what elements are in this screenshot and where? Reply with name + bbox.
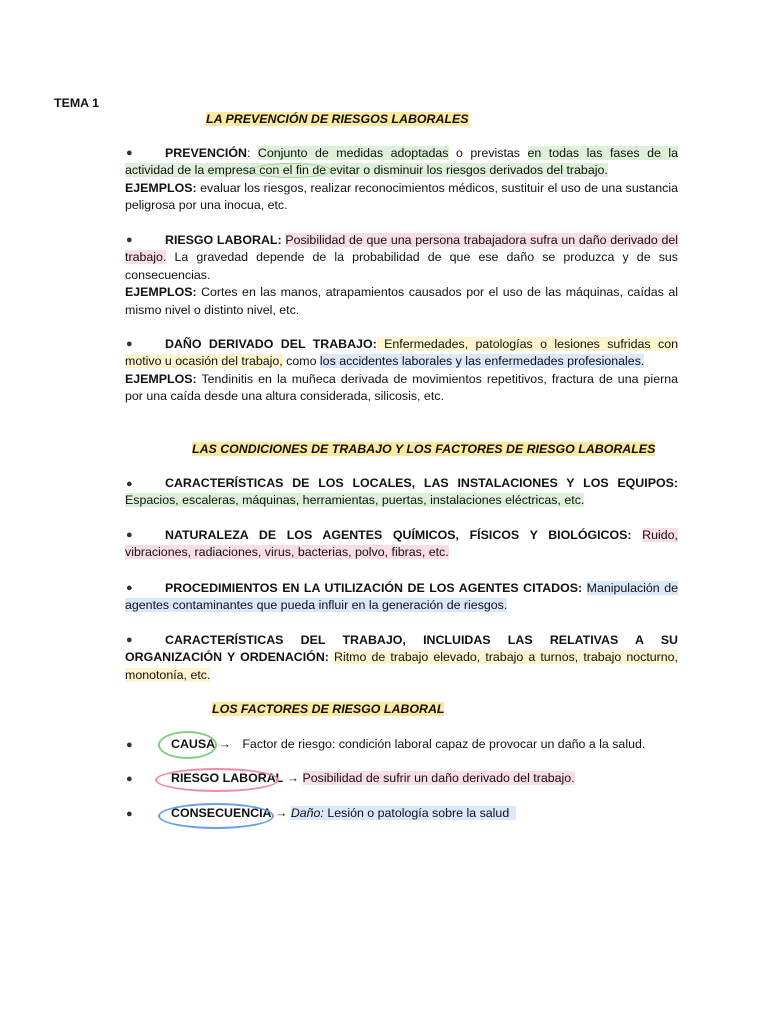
highlight-blue: Daño: Lesión o patología sobre la salud (291, 806, 516, 820)
bullet-icon: ● (126, 808, 133, 820)
highlight-green: en todas las fases de la actividad de la empresa con el fin de evitar o disminuir los riesgos derivados del trabajo. (125, 146, 678, 178)
handwritten-circle-green (158, 731, 217, 759)
bullet-icon: ● (126, 338, 133, 350)
handwritten-circle-green (251, 163, 331, 178)
bullet-icon: ● (126, 634, 133, 646)
factor-label-consecuencia: CONSECUENCIA (171, 806, 272, 820)
section-title-prevencion (206, 112, 469, 126)
ejemplos-label: EJEMPLOS: (125, 285, 197, 300)
highlight-green: Espacios, escaleras, máquinas, herramientas, puertas, instalaciones eléctricas, etc. (125, 493, 585, 508)
term-riesgo: RIESGO LABORAL: (165, 233, 282, 247)
factor-label-riesgo: RIESGO LABORAL (171, 771, 284, 785)
paragraph-riesgo: RIESGO LABORAL: Posibilidad de que una persona trabajadora sufra un daño derivado del trabajo. La gravedad depende de la probabilidad de que ese daño se produzca y de sus consecuencias. EJEMPLOS: Cortes en las manos, atrapamientos causados por el uso de las máquinas, caídas al mismo nivel o distinto nivel, etc. (125, 233, 678, 317)
section-title-text: LOS FACTORES DE RIESGO LABORAL (212, 702, 445, 716)
section-title-factores (212, 702, 444, 716)
condicion-item-procedimientos: PROCEDIMIENTOS EN LA UTILIZACIÓN DE LOS AGENTES CITADOS: Manipulación de agentes contaminantes que pueda influir en la generación de riesgos. (125, 581, 678, 613)
term-prevencion: PREVENCIÓN (165, 146, 247, 160)
arrow-icon: → (274, 806, 288, 820)
bullet-icon: ● (126, 234, 133, 246)
section-title-text: LA PREVENCIÓN DE RIESGOS LABORALES (206, 112, 469, 126)
section-title-text: LAS CONDICIONES DE TRABAJO Y LOS FACTORES DE RIESGO LABORALES (192, 442, 656, 456)
bullet-icon: ● (126, 739, 133, 751)
highlight-blue: Manipulación de agentes contaminantes que pueda influir en la generación de riesgos. (125, 581, 678, 613)
bullet-icon: ● (126, 147, 133, 159)
highlight-yellow: Enfermedades, patologías o lesiones sufridas con motivo u ocasión del trabajo, (125, 337, 678, 369)
factor-item-causa: CAUSA → Factor de riesgo: condición laboral capaz de provocar un daño a la salud. (171, 737, 646, 751)
highlight-pink: Posibilidad de sufrir un daño derivado del trabajo. (302, 771, 575, 785)
tema-label: TEMA 1 (54, 96, 99, 110)
arrow-icon: → (286, 771, 300, 785)
paragraph-dano: DAÑO DERIVADO DEL TRABAJO: Enfermedades, patologías o lesiones sufridas con motivo u ocasión del trabajo, como los accidentes laborales y las enfermedades profesionales. EJEMPLOS: Tendinitis en la muñeca derivada de movimientos repetitivos, fractura de una pierna por una caída desde una altura considerada, silicosis, etc. (125, 337, 678, 404)
ejemplos-label: EJEMPLOS: (125, 180, 197, 195)
bullet-icon: ● (126, 582, 133, 594)
handwritten-circle-blue (158, 803, 274, 829)
arrow-icon: → (218, 737, 231, 751)
highlight-yellow: Ritmo de trabajo elevado, trabajo a turnos, trabajo nocturno, monotonía, etc. (125, 650, 678, 682)
ejemplos-label: EJEMPLOS: (125, 371, 197, 386)
condicion-item-trabajo: CARACTERÍSTICAS DEL TRABAJO, INCLUIDAS LAS RELATIVAS A SU ORGANIZACIÓN Y ORDENACIÓN: Ritmo de trabajo elevado, trabajo a turnos, trabajo nocturno, monotonía, etc. (125, 633, 678, 682)
highlight-pink: Posibilidad de que una persona trabajadora sufra un daño derivado del trabajo. (125, 233, 678, 265)
factor-label-causa: CAUSA (171, 737, 216, 751)
bullet-icon: ● (126, 478, 133, 490)
bullet-icon: ● (126, 773, 133, 785)
highlight-blue: los accidentes laborales y las enfermedades profesionales. (319, 354, 645, 369)
highlight-green: Conjunto de medidas adoptadas (257, 146, 449, 160)
highlight-pink: Ruido, vibraciones, radiaciones, virus, bacterias, polvo, fibras, etc. (125, 528, 678, 560)
condicion-item-agentes: NATURALEZA DE LOS AGENTES QUÍMICOS, FÍSICOS Y BIOLÓGICOS: Ruido, vibraciones, radiaciones, virus, bacterias, polvo, fibras, etc. (125, 528, 678, 560)
paragraph-prevencion: PREVENCIÓN: Conjunto de medidas adoptadas o previstas en todas las fases de la actividad de la empresa con el fin de evitar o disminuir los riesgos derivados del trabajo. EJEMPLOS: evaluar los riesgos, realizar reconocimientos médicos, sustituir el uso de una sustancia peligrosa por una inocua, etc. (125, 146, 678, 213)
section-title-condiciones (192, 442, 655, 456)
condicion-item-locales: CARACTERÍSTICAS DE LOS LOCALES, LAS INSTALACIONES Y LOS EQUIPOS: Espacios, escaleras, máquinas, herramientas, puertas, instalaciones eléctricas, etc. (125, 476, 678, 508)
bullet-icon: ● (126, 529, 133, 541)
term-dano: DAÑO DERIVADO DEL TRABAJO: (165, 337, 377, 351)
handwritten-circle-pink (155, 768, 279, 792)
